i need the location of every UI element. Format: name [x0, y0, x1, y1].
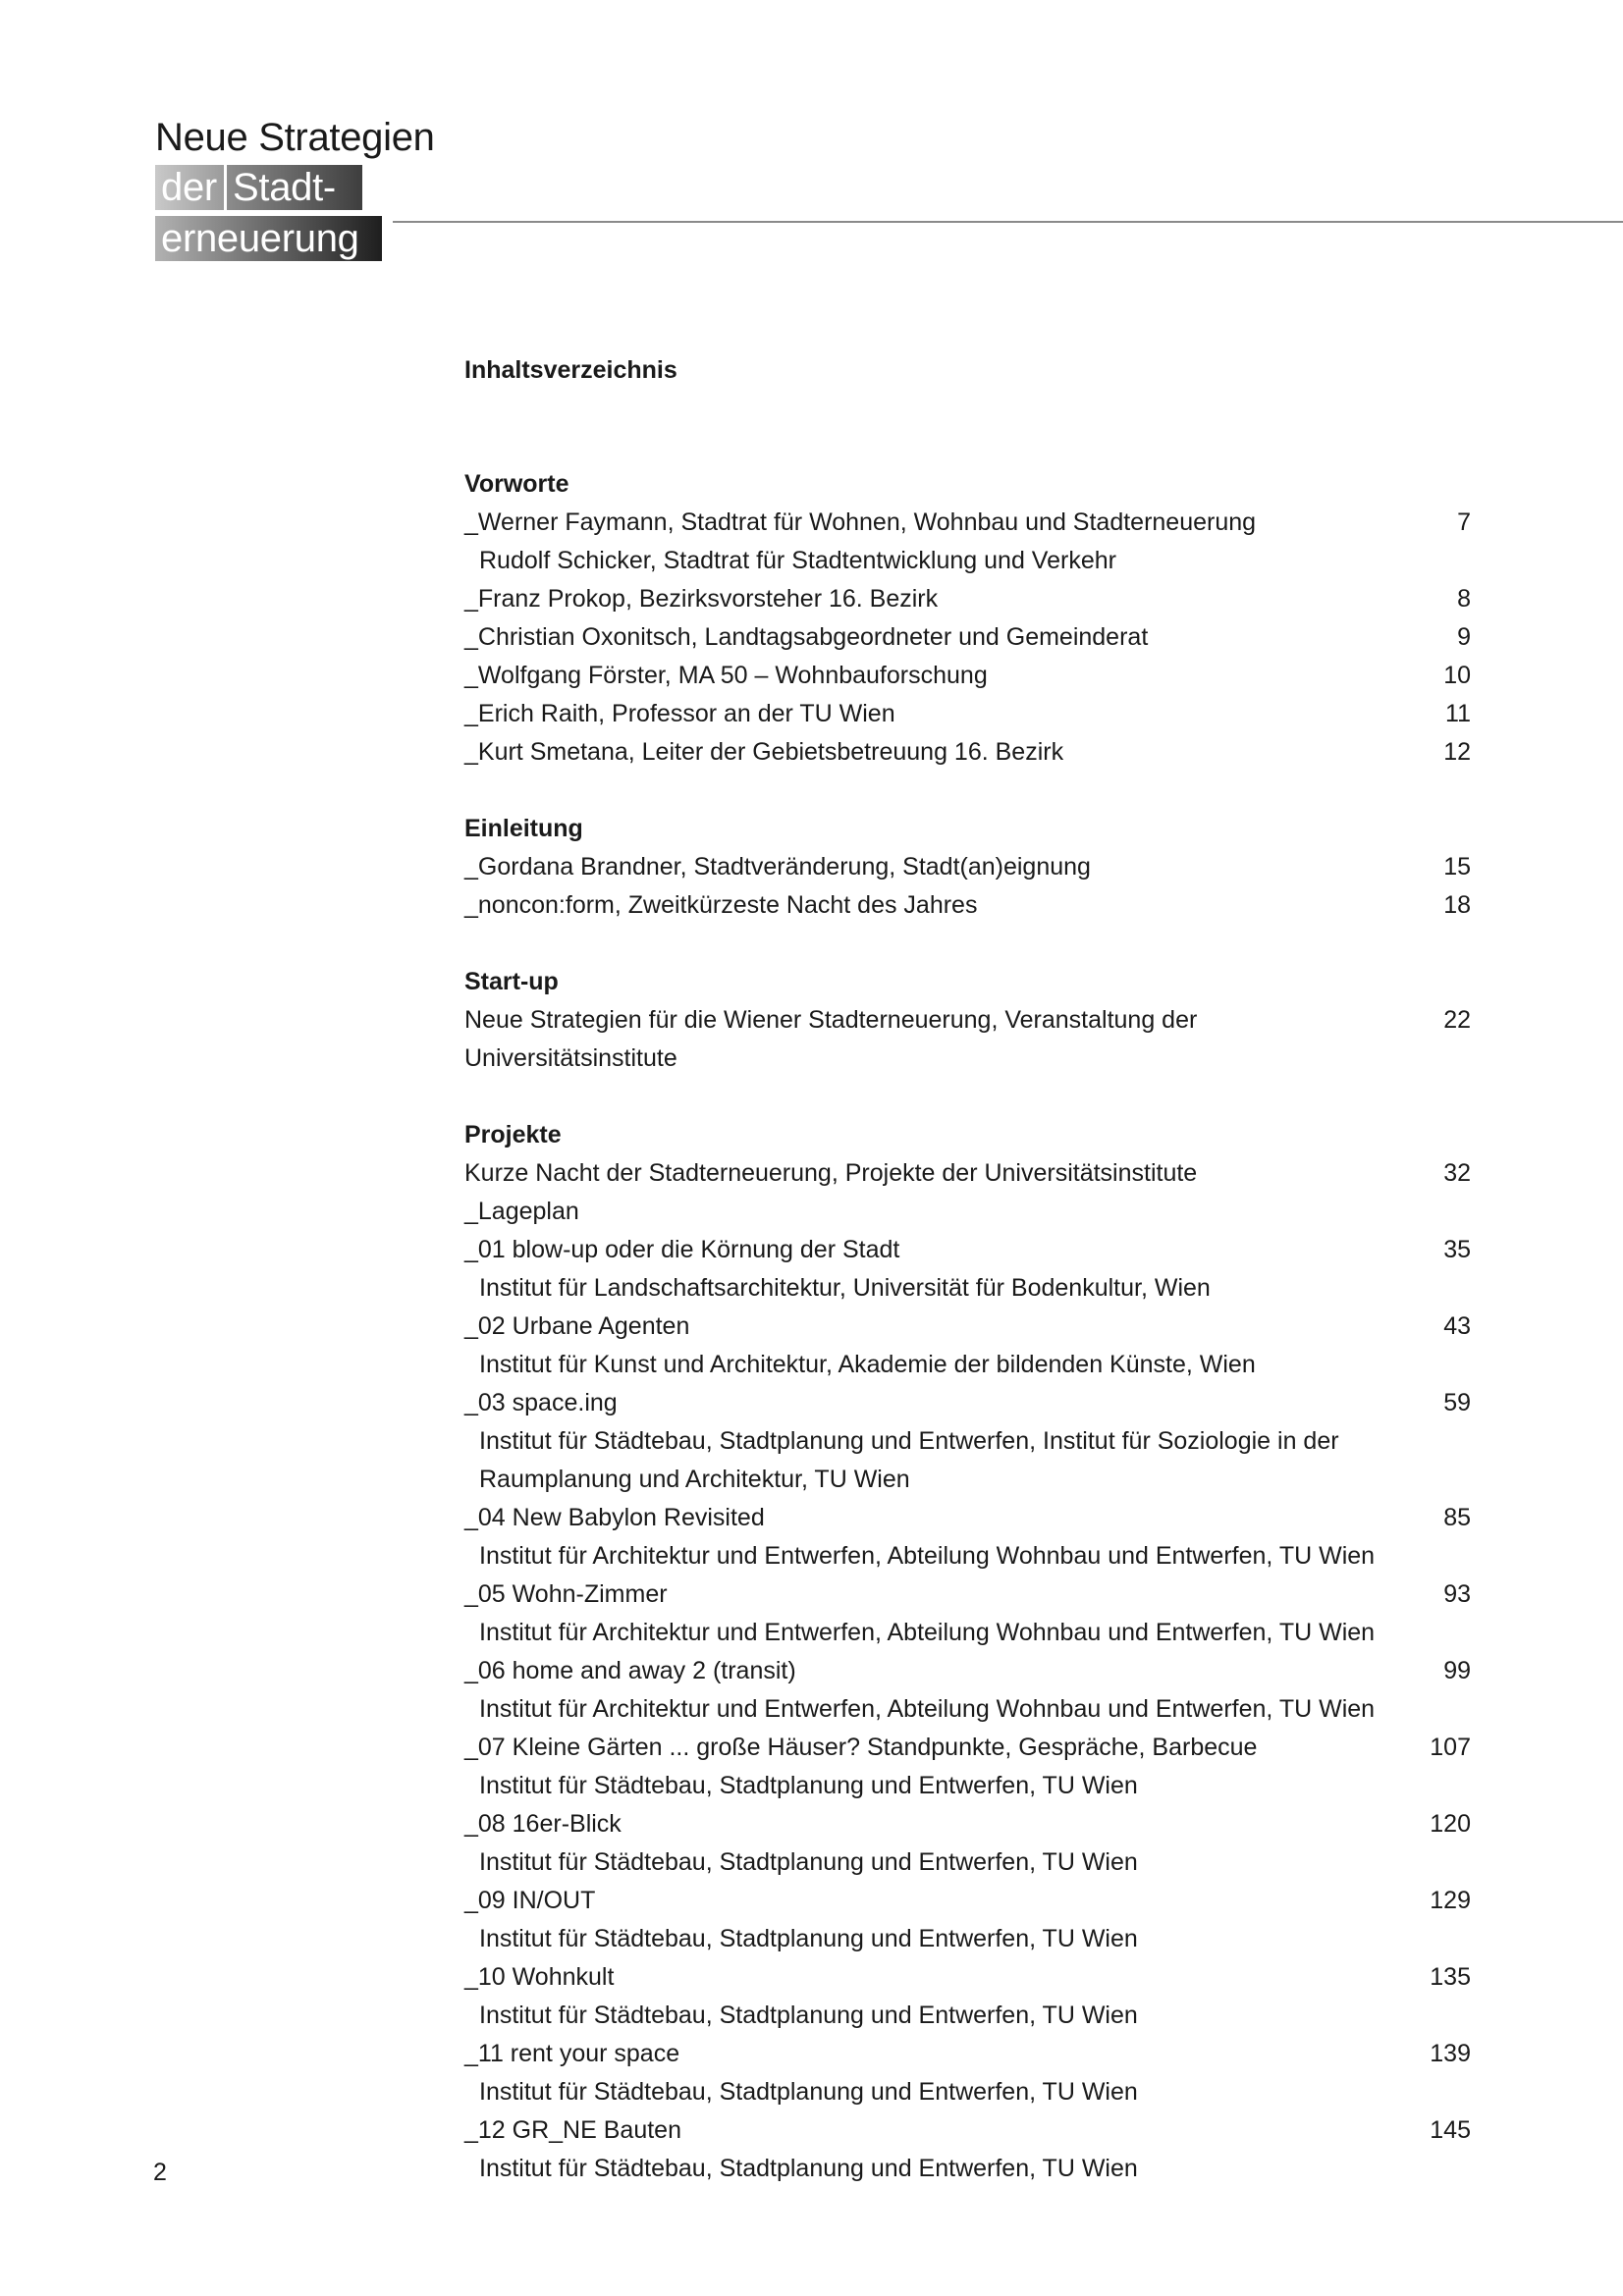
toc-entry — [464, 1499, 1471, 1575]
section-heading: Start-up — [464, 968, 559, 995]
entry-subtitle: Institut für Architektur und Entwerfen, Abteilung Wohnbau und Entwerfen, TU Wien — [479, 1619, 1376, 1646]
entry-title: Neue Strategien für die Wiener Stadterneuerung, Veranstaltung der — [464, 1006, 1198, 1034]
entry-title: _03 space.ing — [464, 1389, 618, 1416]
entry-title: _02 Urbane Agenten — [464, 1312, 690, 1340]
entry-title: _Franz Prokop, Bezirksvorsteher 16. Bezirk — [464, 585, 939, 613]
logo-box-stadt: Stadt- — [227, 165, 362, 210]
logo-box-der: der — [155, 165, 224, 210]
entry-title: Kurze Nacht der Stadterneuerung, Projekte der Universitätsinstitute — [464, 1159, 1198, 1187]
toc-entry — [464, 886, 1471, 925]
toc-entry — [464, 1001, 1471, 1078]
toc-entry — [464, 1575, 1471, 1652]
entry-subtitle: Institut für Städtebau, Stadtplanung und Entwerfen, TU Wien — [479, 1925, 1138, 1952]
toc-section — [464, 810, 1471, 925]
page-number: 2 — [153, 2159, 167, 2186]
entry-title: _08 16er-Blick — [464, 1810, 622, 1838]
entry-page-number: 43 — [1443, 1312, 1471, 1340]
toc-entry — [464, 733, 1471, 772]
entry-title: _10 Wohnkult — [464, 1963, 615, 1991]
toc-entry — [464, 1154, 1471, 1193]
header-rule — [393, 221, 1623, 223]
logo-box-erneuerung: erneuerung — [155, 216, 382, 261]
entry-page-number: 7 — [1457, 508, 1471, 536]
entry-title: _Lageplan — [464, 1198, 579, 1225]
section-heading: Projekte — [464, 1121, 562, 1148]
entry-page-number: 10 — [1443, 662, 1471, 689]
entry-subtitle: Institut für Städtebau, Stadtplanung und Entwerfen, TU Wien — [479, 2155, 1138, 2182]
toc-entry — [464, 504, 1471, 580]
entry-title: _05 Wohn-Zimmer — [464, 1580, 668, 1608]
logo-title-line: Neue Strategien — [155, 116, 435, 159]
entry-title: _04 New Babylon Revisited — [464, 1504, 765, 1531]
toc-entry — [464, 695, 1471, 733]
entry-title: _01 blow-up oder die Körnung der Stadt — [464, 1236, 900, 1263]
entry-page-number: 8 — [1457, 585, 1471, 613]
toc-sections — [464, 465, 1471, 2188]
entry-subtitle: Institut für Städtebau, Stadtplanung und Entwerfen, TU Wien — [479, 1848, 1138, 1876]
toc-section — [464, 963, 1471, 1078]
toc-entry — [464, 1308, 1471, 1384]
entry-page-number: 107 — [1430, 1734, 1471, 1761]
toc-entry — [464, 580, 1471, 618]
entry-title: _Erich Raith, Professor an der TU Wien — [464, 700, 895, 727]
entry-title: _Gordana Brandner, Stadtveränderung, Stadt(an)eignung — [464, 853, 1091, 881]
toc-entry — [464, 1652, 1471, 1729]
entry-title: _06 home and away 2 (transit) — [464, 1657, 796, 1684]
entry-page-number: 85 — [1443, 1504, 1471, 1531]
toc-entry — [464, 1231, 1471, 1308]
entry-subtitle: Institut für Städtebau, Stadtplanung und Entwerfen, TU Wien — [479, 2078, 1138, 2106]
entry-page-number: 35 — [1443, 1236, 1471, 1263]
entry-page-number: 120 — [1430, 1810, 1471, 1838]
toc-entry — [464, 1193, 1471, 1231]
entry-title-continuation: Universitätsinstitute — [464, 1044, 677, 1072]
entry-title: _Werner Faymann, Stadtrat für Wohnen, Wohnbau und Stadterneuerung — [464, 508, 1257, 536]
section-heading: Vorworte — [464, 470, 569, 498]
entry-page-number: 18 — [1443, 891, 1471, 919]
entry-subtitle: Institut für Architektur und Entwerfen, Abteilung Wohnbau und Entwerfen, TU Wien — [479, 1695, 1376, 1723]
toc-entry — [464, 848, 1471, 886]
toc-entry — [464, 1882, 1471, 1958]
toc-entry — [464, 2111, 1471, 2188]
entry-page-number: 139 — [1430, 2040, 1471, 2067]
entry-subtitle: Institut für Architektur und Entwerfen, Abteilung Wohnbau und Entwerfen, TU Wien — [479, 1542, 1376, 1570]
entry-title: _Kurt Smetana, Leiter der Gebietsbetreuung 16. Bezirk — [464, 738, 1064, 766]
entry-subtitle: Institut für Landschaftsarchitektur, Universität für Bodenkultur, Wien — [479, 1274, 1211, 1302]
entry-title: _Christian Oxonitsch, Landtagsabgeordneter und Gemeinderat — [464, 623, 1149, 651]
entry-page-number: 32 — [1443, 1159, 1471, 1187]
entry-title: _12 GR_NE Bauten — [464, 2116, 681, 2144]
table-of-contents — [464, 351, 1471, 2226]
toc-entry — [464, 1958, 1471, 2035]
toc-section — [464, 1116, 1471, 2188]
entry-page-number: 145 — [1430, 2116, 1471, 2144]
entry-subtitle-continuation: Raumplanung und Architektur, TU Wien — [479, 1466, 910, 1493]
section-heading: Einleitung — [464, 815, 583, 842]
entry-subtitle: Rudolf Schicker, Stadtrat für Stadtentwicklung und Verkehr — [479, 547, 1116, 574]
toc-section — [464, 465, 1471, 772]
toc-entry — [464, 1729, 1471, 1805]
toc-title: Inhaltsverzeichnis — [464, 356, 677, 384]
entry-title: _07 Kleine Gärten ... große Häuser? Standpunkte, Gespräche, Barbecue — [464, 1734, 1258, 1761]
entry-page-number: 99 — [1443, 1657, 1471, 1684]
entry-page-number: 135 — [1430, 1963, 1471, 1991]
entry-subtitle: Institut für Städtebau, Stadtplanung und Entwerfen, Institut für Soziologie in der — [479, 1427, 1339, 1455]
toc-entry — [464, 657, 1471, 695]
entry-subtitle: Institut für Städtebau, Stadtplanung und Entwerfen, TU Wien — [479, 2002, 1138, 2029]
entry-page-number: 15 — [1443, 853, 1471, 881]
toc-entry — [464, 1805, 1471, 1882]
entry-page-number: 22 — [1443, 1006, 1471, 1034]
entry-page-number: 9 — [1457, 623, 1471, 651]
toc-entry — [464, 618, 1471, 657]
toc-entry — [464, 1384, 1471, 1499]
publication-logo — [155, 114, 435, 261]
entry-title: _11 rent your space — [464, 2040, 680, 2067]
entry-subtitle: Institut für Städtebau, Stadtplanung und Entwerfen, TU Wien — [479, 1772, 1138, 1799]
entry-page-number: 59 — [1443, 1389, 1471, 1416]
logo-row-1 — [155, 165, 435, 210]
entry-page-number: 11 — [1445, 700, 1471, 727]
entry-title: _noncon:form, Zweitkürzeste Nacht des Jahres — [464, 891, 978, 919]
entry-title: _Wolfgang Förster, MA 50 – Wohnbauforschung — [464, 662, 988, 689]
entry-title: _09 IN/OUT — [464, 1887, 596, 1914]
entry-page-number: 93 — [1443, 1580, 1471, 1608]
entry-subtitle: Institut für Kunst und Architektur, Akademie der bildenden Künste, Wien — [479, 1351, 1256, 1378]
entry-page-number: 129 — [1430, 1887, 1471, 1914]
entry-page-number: 12 — [1443, 738, 1471, 766]
toc-entry — [464, 2035, 1471, 2111]
